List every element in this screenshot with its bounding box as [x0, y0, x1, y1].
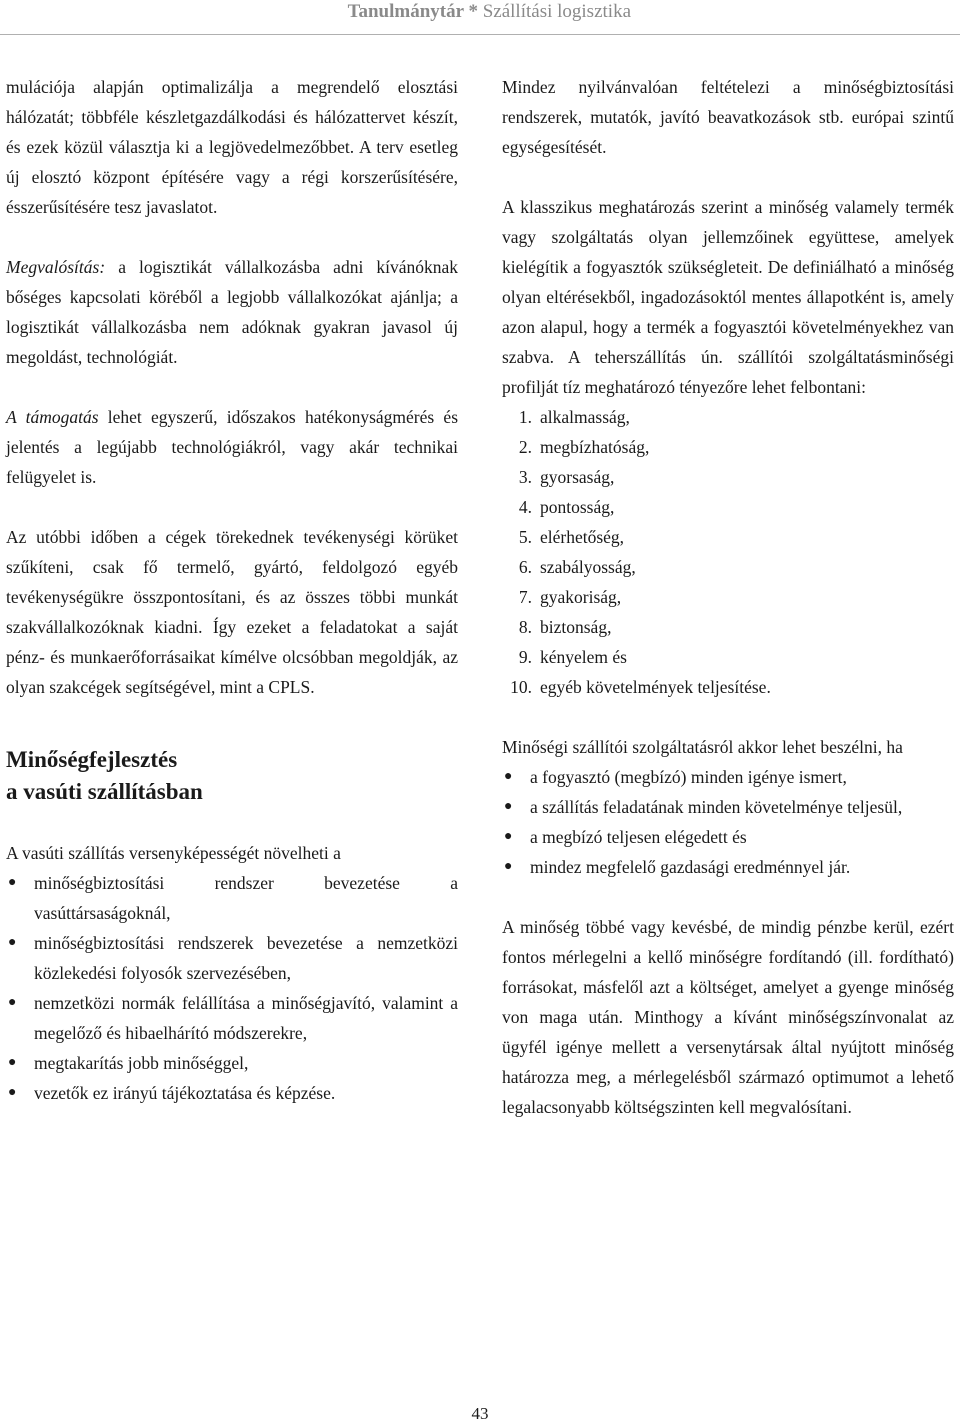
list-item — [502, 762, 954, 792]
list-item — [502, 402, 954, 432]
bullet-icon: ● — [504, 859, 513, 874]
paragraph: mulációja alapján optimalizálja a megrendelő elosztási hálózatát; többféle készletgazdálkodási és hálózattervet készít, és ezek közül választja ki a legjövedelmezőbbet. A terv esetleg új elosztó központ építésére vagy a régi korszerűsítésére, ésszerűsítésére tesz javaslatot. — [6, 77, 458, 217]
section-name: Szállítási logisztika — [482, 1, 631, 22]
list-number: 3. — [518, 467, 532, 487]
paragraph-body: lehet egyszerű, időszakos hatékonyságmérés és jelentés a legújabb technológiákról, vagy akár technikai felügyelet is. — [6, 407, 458, 487]
bullet-icon: ● — [8, 1085, 17, 1100]
list-number: 10. — [510, 677, 532, 697]
left-column — [6, 72, 458, 1108]
numbered-list — [502, 402, 954, 702]
list-item — [502, 822, 954, 852]
list-item-text: minőségbiztosítási rendszer bevezetése a vasúttársaságoknál, — [34, 873, 458, 923]
list-item — [502, 432, 954, 462]
list-item — [502, 552, 954, 582]
list-item-text: gyakoriság, — [540, 587, 622, 607]
list-number: 5. — [518, 527, 532, 547]
list-item — [502, 522, 954, 552]
journal-name: Tanulmánytár — [347, 1, 464, 22]
list-number: 8. — [518, 617, 532, 637]
section-heading-line: a vasúti szállításban — [6, 779, 203, 804]
list-item-text: a megbízó teljesen elégedett és — [530, 827, 747, 847]
running-title — [348, 1, 631, 23]
list-number: 6. — [518, 557, 532, 577]
paragraph: A minőség többé vagy kevésbé, de mindig pénzbe kerül, ezért fontos mérlegelni a kellő minőségre fordítandó (ill. fordítható) forrásokat, másfelől azt a költséget, amelyet a gyenge minőség von maga után. Minthogy a kívánt minőségszínvonalat az ügyfél igénye mellett a versenytársak által nyújtott minőség határozza meg, a mérlegelésből származó optimumot a lehető legalacsonyabb költségszinten kell megvalósítani. — [502, 917, 954, 1117]
bullet-icon: ● — [8, 935, 17, 950]
list-item-text: mindez megfelelő gazdasági eredménnyel jár. — [530, 857, 851, 877]
list-item — [6, 868, 458, 928]
bullet-icon: ● — [8, 1055, 17, 1070]
list-item-text: nemzetközi normák felállítása a minőségjavító, valamint a megelőző és hibaelhárító módszerekre, — [34, 993, 458, 1043]
list-item — [502, 792, 954, 822]
list-item-text: megtakarítás jobb minőséggel, — [34, 1053, 249, 1073]
paragraph-body: a logisztikát vállalkozásba adni kívánóknak bőséges kapcsolati köréből a legjobb vállalkozókat ajánlja; a logisztikát vállalkozásba nem adóknak gyakran javasol új megoldást, technológiát. — [6, 257, 458, 367]
bullet-list — [6, 868, 458, 1108]
section-heading — [6, 744, 458, 808]
list-item — [502, 672, 954, 702]
paragraph: A klasszikus meghatározás szerint a minőség valamely termék vagy szolgáltatás olyan jellemzőinek együttese, amelyek kielégítik a fogyasztók szükségleteit. De definiálható a minőség olyan eltérésekből, ingadozásoktól mentes állapotként is, amely azon alapul, hogy a termék a fogyasztói követelményekhez van szabva. A teherszállítás ún. szállítói szolgáltatásminőségi profilját tíz meghatározó tényezőre lehet felbontani: — [502, 197, 954, 397]
paragraph: Mindez nyilvánvalóan feltételezi a minőségbiztosítási rendszerek, mutatók, javító beavatkozások stb. európai szintű egységesítését. — [502, 77, 954, 157]
paragraph — [6, 402, 458, 492]
paragraph-lead: A támogatás — [6, 407, 99, 427]
list-item — [6, 1048, 458, 1078]
list-item — [502, 852, 954, 882]
list-item-text: pontosság, — [540, 497, 615, 517]
bullet-icon: ● — [8, 875, 17, 890]
list-item-text: biztonság, — [540, 617, 612, 637]
list-number: 1. — [518, 407, 532, 427]
right-column — [502, 72, 954, 1122]
list-item-text: szabályosság, — [540, 557, 636, 577]
list-item-text: megbízhatóság, — [540, 437, 650, 457]
section-heading-line: Minőségfejlesztés — [6, 747, 178, 772]
paragraph: Az utóbbi időben a cégek törekednek tevékenységi körüket szűkíteni, csak fő termelő, gyártó, feldolgozó egyéb tevékenységükre összpontosítani, és az összes többi munkát szakvállalkozóknak kiadni. Így ezeket a feladatokat a saját pénz- és munkaerőforrásaikat kímélve olcsóbban megoldják, az olyan szakcégek segítségével, mint a CPLS. — [6, 527, 458, 697]
list-number: 2. — [518, 437, 532, 457]
list-item — [6, 928, 458, 988]
list-item — [502, 612, 954, 642]
list-item — [502, 642, 954, 672]
list-item-text: a fogyasztó (megbízó) minden igénye ismert, — [530, 767, 847, 787]
list-number: 9. — [518, 647, 532, 667]
list-item — [6, 1078, 458, 1108]
title-separator: * — [463, 1, 483, 22]
list-item-text: kényelem és — [540, 647, 627, 667]
list-number: 7. — [518, 587, 532, 607]
list-item-text: a szállítás feladatának minden követelménye teljesül, — [530, 797, 903, 817]
list-item-text: vezetők ez irányú tájékoztatása és képzése. — [34, 1083, 336, 1103]
list-item-text: egyéb követelmények teljesítése. — [540, 677, 771, 697]
list-item — [6, 988, 458, 1048]
list-item-text: alkalmasság, — [540, 407, 630, 427]
list-item-text: elérhetőség, — [540, 527, 625, 547]
paragraph — [6, 252, 458, 372]
bullet-icon: ● — [8, 995, 17, 1010]
list-item — [502, 582, 954, 612]
page-number: 43 — [471, 1404, 489, 1423]
list-item — [502, 462, 954, 492]
list-item-text: gyorsaság, — [540, 467, 615, 487]
paragraph: A vasúti szállítás versenyképességét növelheti a — [6, 843, 341, 863]
bullet-icon: ● — [504, 769, 513, 784]
bullet-icon: ● — [504, 799, 513, 814]
list-number: 4. — [518, 497, 532, 517]
list-item — [502, 492, 954, 522]
paragraph: Minőségi szállítói szolgáltatásról akkor lehet beszélni, ha — [502, 737, 903, 757]
paragraph-lead: Megvalósítás: — [6, 257, 106, 277]
page-header — [0, 0, 960, 35]
bullet-list — [502, 762, 954, 882]
list-item-text: minőségbiztosítási rendszerek bevezetése a nemzetközi közlekedési folyosók szervezésében, — [34, 933, 458, 983]
bullet-icon: ● — [504, 829, 513, 844]
